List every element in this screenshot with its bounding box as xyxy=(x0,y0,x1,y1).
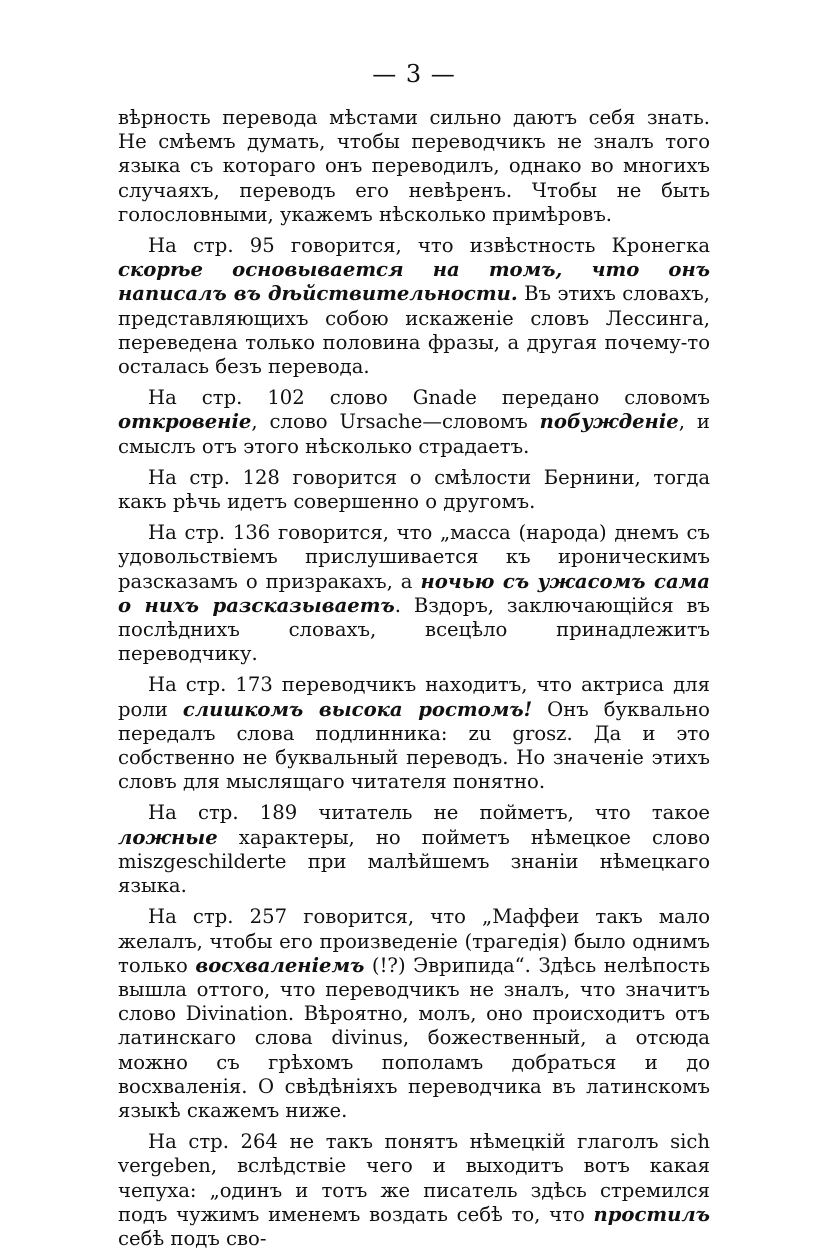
paragraph xyxy=(118,466,710,514)
italic-run: ночью съ ужасомъ сама о нихъ разсказываетъ xyxy=(118,569,710,617)
text-run: На стр. 128 говорится о смѣлости Бернини, тогда какъ рѣчь идетъ совершенно о другомъ. xyxy=(118,465,710,514)
paragraph xyxy=(118,106,710,227)
text-run: Въ этихъ словахъ, представляющихъ собою искаженіе словъ Лессинга, переведена только половина фразы, а другая почему-то осталась безъ перевода. xyxy=(118,282,710,379)
italic-run: ложные xyxy=(118,825,218,849)
italic-run: слишкомъ высока ростомъ! xyxy=(182,697,533,721)
text-run: На стр. 136 говорится, что „масса (народа) днемъ съ удовольствіемъ прислушивается къ ироническимъ разсказамъ о призракахъ, а xyxy=(118,521,710,593)
text-run: Онъ буквально передалъ слова подлинника: zu grosz. Да и это собственно не буквальный переводъ. Но значеніе этихъ словъ для мыслящаго читателя понятно. xyxy=(118,697,710,794)
italic-run: откровеніе xyxy=(118,410,252,434)
italic-run: восхваленіемъ xyxy=(195,953,365,977)
paragraph xyxy=(118,905,710,1123)
book-page xyxy=(118,60,710,1251)
paragraph xyxy=(118,234,710,379)
text-run: На стр. 257 говорится, что „Маффеи такъ мало желалъ, чтобы его произведеніе (трагедія) было однимъ только xyxy=(118,905,710,977)
paragraph xyxy=(118,801,710,898)
text-run: На стр. 102 слово Gnade передано словомъ xyxy=(148,386,710,410)
paragraph xyxy=(118,386,710,459)
text-run: . Вздоръ, заключающійся въ послѣднихъ словахъ, всецѣло принадлежитъ переводчику. xyxy=(118,593,710,666)
text-run: себѣ подъ сво- xyxy=(118,1226,267,1250)
text-run: На стр. 189 читатель не пойметъ, что такое xyxy=(148,801,710,825)
page-text-body xyxy=(118,106,710,1251)
paragraph xyxy=(118,521,710,666)
text-run: вѣрность перевода мѣстами сильно даютъ себя знать. Не смѣемъ думать, чтобы переводчикъ не зналъ того языка съ котораго онъ переводилъ, однако во многихъ случаяхъ, переводъ его невѣренъ. Чтобы не быть голословными, укажемъ нѣсколько примѣровъ. xyxy=(118,106,710,226)
text-run: , слово Ursache—словомъ xyxy=(251,410,540,434)
italic-run: скорѣе основывается на томъ, что онъ написалъ въ дѣйствительности. xyxy=(118,258,710,306)
text-run: (!?) Эврипида“. Здѣсь нелѣпость вышла оттого, что переводчикъ не зналъ, что значитъ слово Divination. Вѣроятно, молъ, оно происходитъ отъ латинскаго слова divinus, божественный, а отсюда можно съ грѣхомъ пополамъ добраться и до восхваленія. О свѣдѣніяхъ переводчика въ латинскомъ языкѣ скажемъ ниже. xyxy=(118,953,710,1122)
paragraph xyxy=(118,673,710,794)
italic-run: побужденіе xyxy=(539,410,679,434)
text-run: характеры, но пойметъ нѣмецкое слово miszgeschilderte при малѣйшемъ знаніи нѣмецкаго языка. xyxy=(118,825,710,898)
text-run: На стр. 264 не такъ понятъ нѣмецкій глаголъ sich vergeben, вслѣдствіе чего и выходитъ вотъ какая чепуха: „одинъ и тотъ же писатель здѣсь стремился подъ чужимъ именемъ воздать себѣ то, что xyxy=(118,1130,710,1226)
text-run: На стр. 95 говорится, что извѣстность Кронегка xyxy=(148,234,710,258)
text-run: , и смыслъ отъ этого нѣсколько страдаетъ. xyxy=(118,410,710,458)
page-number: — 3 — xyxy=(372,60,456,88)
text-run: На стр. 173 переводчикъ находитъ, что актриса для роли xyxy=(118,673,710,721)
italic-run: простилъ xyxy=(593,1202,710,1226)
